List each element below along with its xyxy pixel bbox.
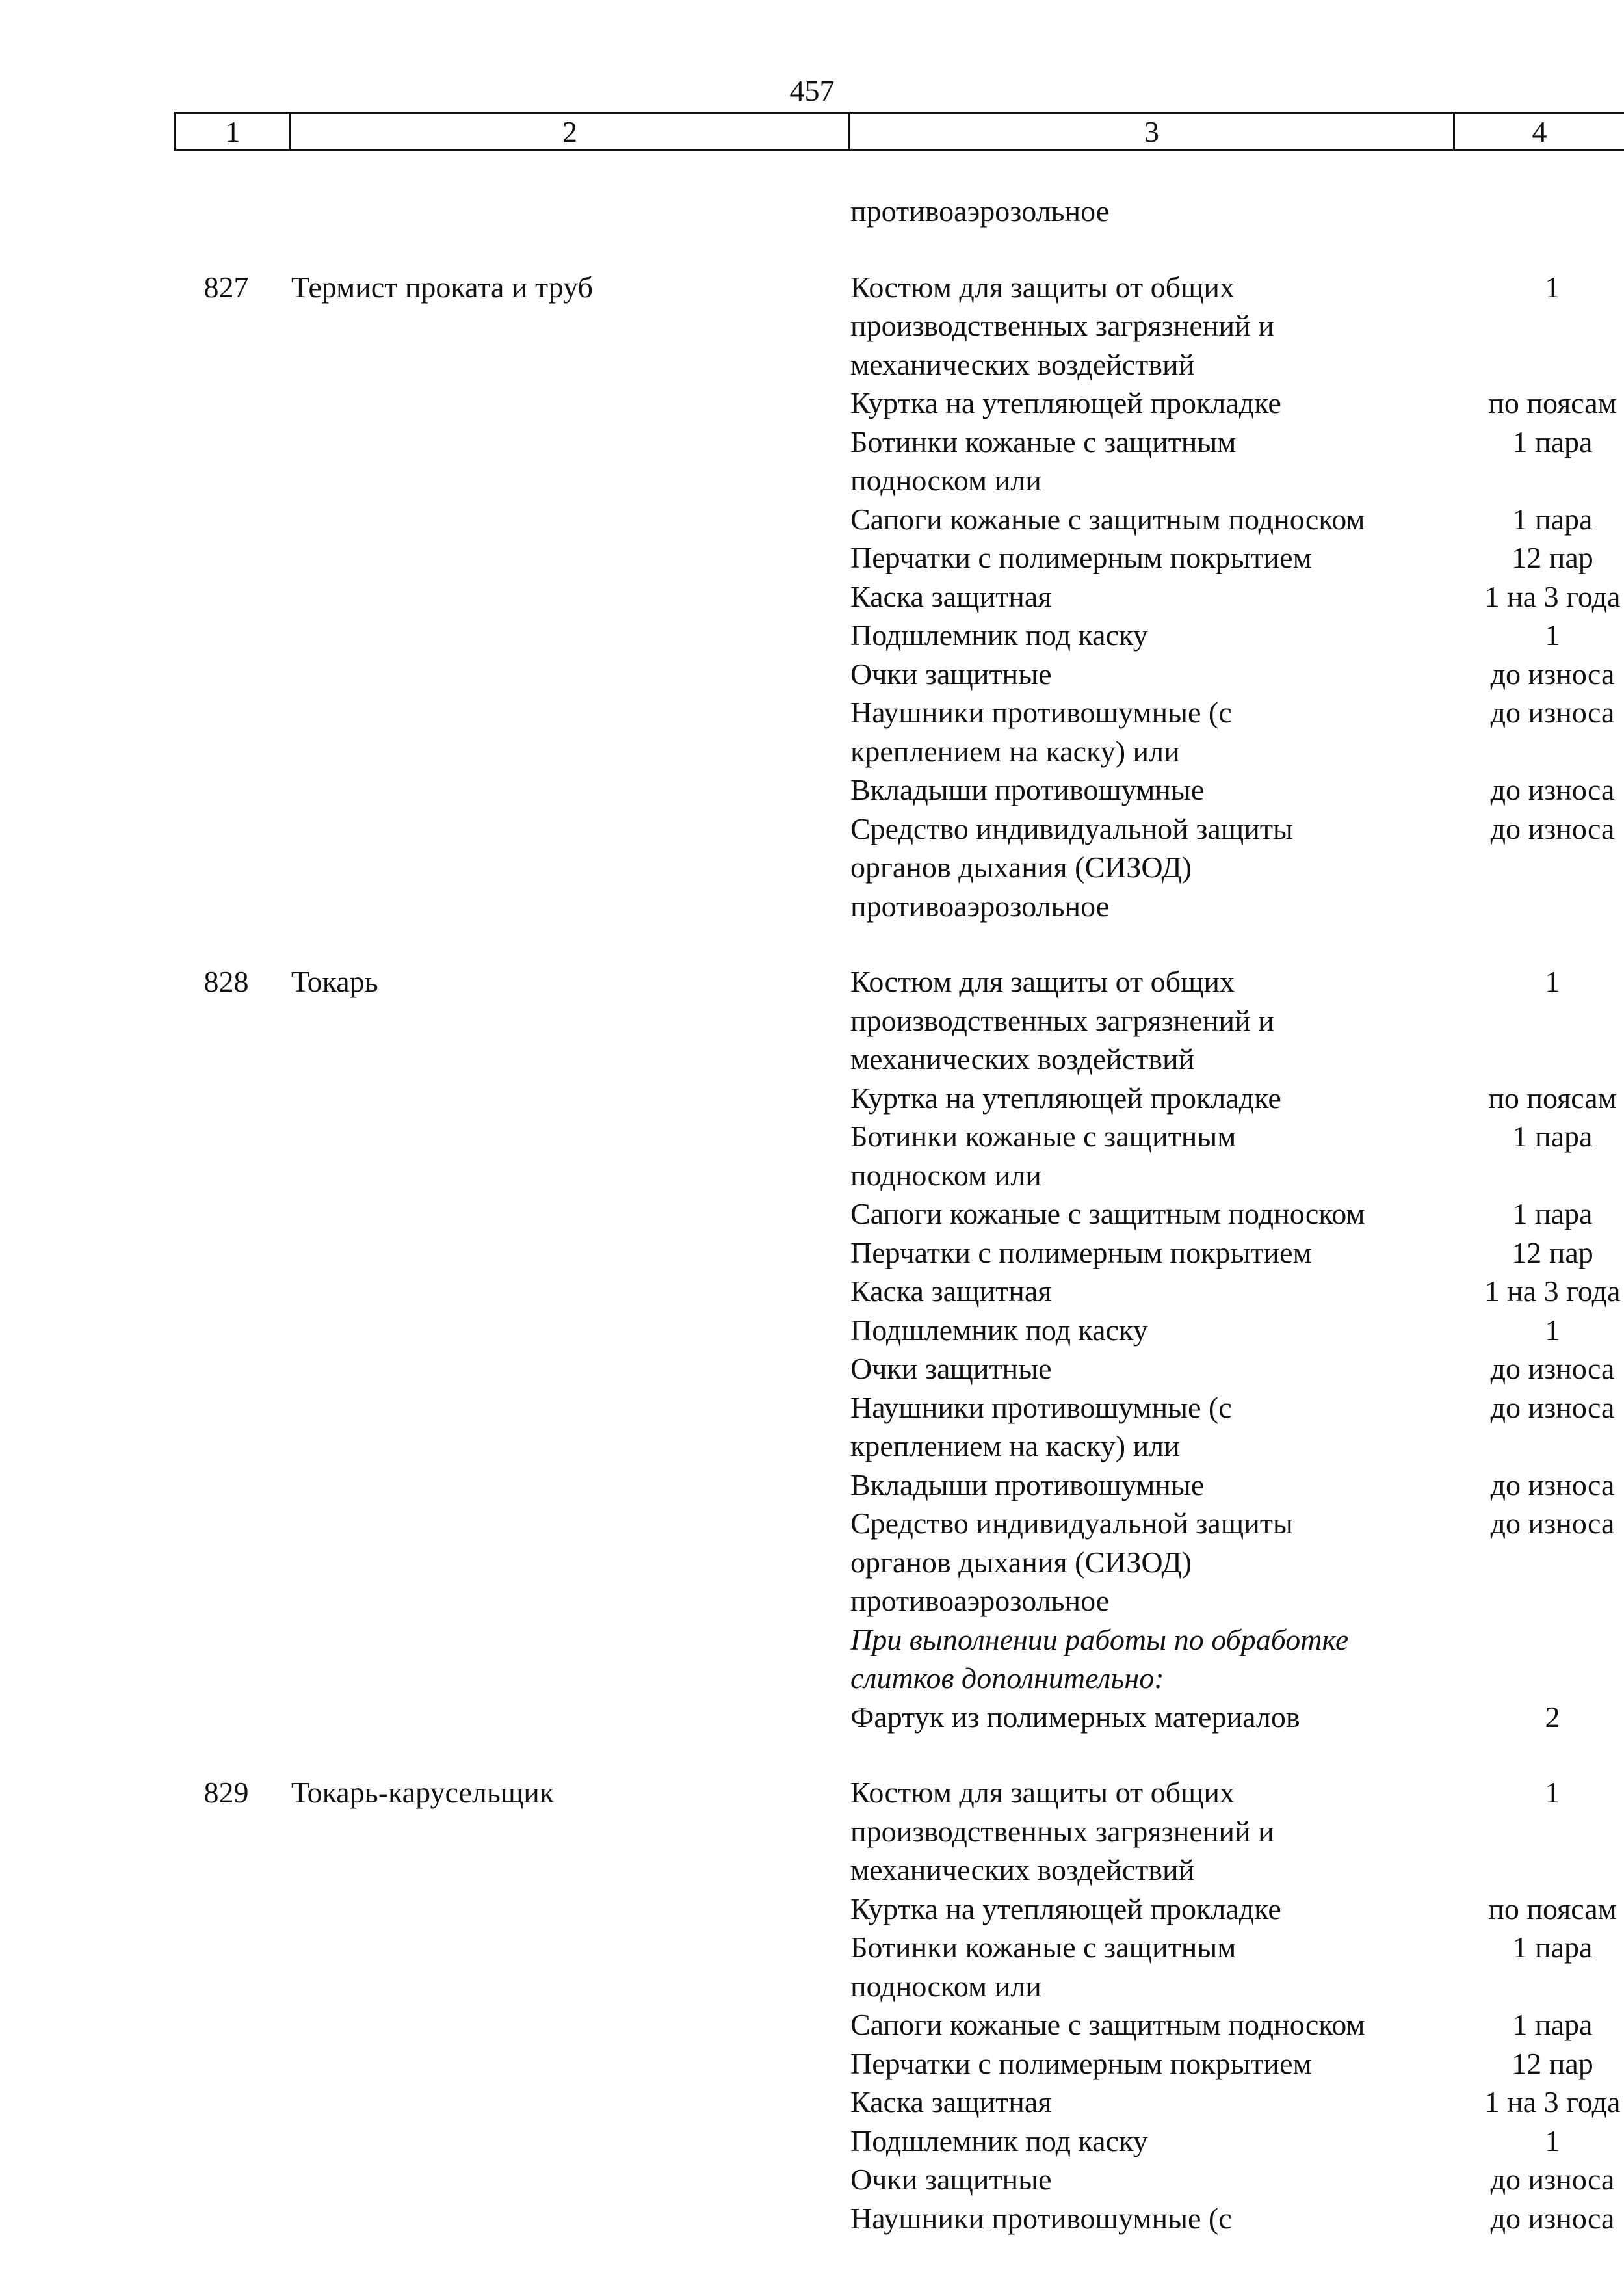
item-qty [1455, 1620, 1624, 1698]
item-qty: до износа [1490, 812, 1615, 845]
item-text: противоаэрозольное [850, 194, 1110, 228]
profession-name: Токарь-карусельщик [291, 1776, 555, 1809]
item-text: При выполнении работы по обработке слитков дополнительно: [850, 1622, 1349, 1695]
item-text: Сапоги кожаные с защитным подноском [850, 502, 1365, 536]
item-qty: до износа [1490, 2163, 1615, 2196]
table-row [174, 1079, 1617, 1118]
row-number: 829 [203, 1776, 249, 1809]
item-qty: 2 [1545, 1700, 1560, 1734]
item-qty: до износа [1490, 1507, 1615, 1540]
item-text: Средство индивидуальной защиты органов дыхания (СИЗОД) противоаэрозольное [850, 812, 1293, 923]
item-qty: до износа [1490, 696, 1615, 729]
table-row [174, 2199, 1615, 2238]
table-row [174, 1234, 1593, 1273]
item-text: Костюм для защиты от общих производственных загрязнений и механических воздействий [850, 965, 1274, 1075]
item-qty: 1 [1545, 965, 1560, 998]
item-qty: по поясам [1488, 1892, 1617, 1925]
item-text: Вкладыши противошумные [850, 1468, 1205, 1501]
table-row [174, 1349, 1615, 1388]
item-text: Перчатки с полимерным покрытием [850, 2046, 1312, 2080]
item-qty: 1 пара [1512, 1931, 1593, 1964]
item-text: Каска защитная [850, 2085, 1052, 2118]
item-text: Вкладыши противошумные [850, 773, 1205, 806]
item-qty: 1 на 3 года [1484, 1274, 1621, 1308]
item-qty: 1 пара [1512, 425, 1593, 458]
item-qty: до износа [1490, 1390, 1615, 1424]
header-col-1: 1 [174, 114, 291, 149]
table-row [174, 423, 1593, 500]
item-text: Фартук из полимерных материалов [850, 1700, 1300, 1734]
page-number: 457 [789, 74, 835, 107]
item-text: Очки защитные [850, 657, 1052, 691]
item-text: Перчатки с полимерным покрытием [850, 541, 1312, 574]
table-row [174, 1773, 1565, 1890]
item-qty: 1 [1545, 1776, 1560, 1809]
table-row [174, 1620, 1565, 1698]
table-row [174, 810, 1615, 926]
item-qty: 1 пара [1512, 1120, 1593, 1153]
table-row [174, 655, 1615, 694]
item-text: Костюм для защиты от общих производственных загрязнений и механических воздействий [850, 1776, 1274, 1886]
item-text: Ботинки кожаные с защитным подноском или [850, 1931, 1237, 2003]
table-header [174, 112, 1624, 151]
item-text: Каска защитная [850, 579, 1052, 613]
table-row [174, 1890, 1617, 1929]
table-row [174, 1311, 1565, 1350]
item-qty: 1 [1545, 2124, 1560, 2157]
item-qty: 1 пара [1512, 1197, 1593, 1230]
table-row [174, 962, 1565, 1079]
item-qty: 1 на 3 года [1484, 2085, 1621, 2118]
item-text: Наушники противошумные (с [850, 2201, 1232, 2235]
table-row [174, 2122, 1565, 2161]
row-number: 828 [203, 965, 249, 998]
item-qty: 12 пар [1512, 541, 1593, 574]
table-row [174, 2044, 1593, 2083]
item-qty: 1 пара [1512, 2008, 1593, 2041]
item-qty: 12 пар [1512, 2046, 1593, 2080]
item-text: Ботинки кожаные с защитным подноском или [850, 1120, 1237, 1192]
table-row [174, 1272, 1621, 1311]
item-qty: 12 пар [1512, 1235, 1593, 1269]
table-row [174, 1504, 1615, 1620]
table-row [174, 2083, 1621, 2122]
table-row [174, 1388, 1615, 1466]
table-row [174, 693, 1615, 771]
row-number: 827 [203, 270, 249, 304]
item-text: Сапоги кожаные с защитным подноском [850, 1197, 1365, 1230]
item-text: Ботинки кожаные с защитным подноском или [850, 425, 1237, 497]
item-text: Очки защитные [850, 1352, 1052, 1385]
item-text: Куртка на утепляющей прокладке [850, 1892, 1281, 1925]
item-text: Перчатки с полимерным покрытием [850, 1235, 1312, 1269]
item-text: Подшлемник под каску [850, 1313, 1148, 1347]
item-qty: до износа [1490, 657, 1615, 691]
table-row [174, 192, 1565, 231]
item-qty: 1 [1545, 1313, 1560, 1347]
table-row [174, 1698, 1565, 1737]
item-qty: до износа [1490, 2201, 1615, 2235]
profession-group [174, 1773, 1621, 2237]
table-body [174, 192, 1621, 2237]
item-qty: 1 [1545, 618, 1560, 652]
table-row [174, 1194, 1593, 1234]
item-qty: до износа [1490, 1468, 1615, 1501]
item-qty: 1 [1545, 270, 1560, 304]
item-qty: по поясам [1488, 386, 1617, 419]
item-qty: 1 на 3 года [1484, 579, 1621, 613]
item-text: Средство индивидуальной защиты органов дыхания (СИЗОД) противоаэрозольное [850, 1507, 1293, 1617]
profession-name: Термист проката и труб [291, 270, 593, 304]
table-row [174, 1117, 1593, 1194]
item-qty: до износа [1490, 773, 1615, 806]
table-row [174, 1466, 1615, 1505]
header-col-2: 2 [291, 114, 850, 149]
table-row [174, 2005, 1593, 2044]
item-text: Каска защитная [850, 1274, 1052, 1308]
table-row [174, 577, 1621, 616]
profession-group [174, 962, 1621, 1736]
item-qty: 1 пара [1512, 502, 1593, 536]
item-text: Наушники противошумные (с креплением на каску) или [850, 696, 1232, 768]
table-row [174, 538, 1593, 577]
profession-group [174, 268, 1621, 926]
table-row [174, 1928, 1593, 2005]
item-qty: до износа [1490, 1352, 1615, 1385]
profession-name: Токарь [291, 965, 378, 998]
table-row [174, 771, 1615, 810]
item-text: Куртка на утепляющей прокладке [850, 386, 1281, 419]
table-row [174, 2160, 1615, 2199]
item-text: Наушники противошумные (с креплением на каску) или [850, 1390, 1232, 1462]
table-row [174, 384, 1617, 423]
item-qty [1455, 192, 1624, 231]
item-text: Подшлемник под каску [850, 2124, 1148, 2157]
continuation-block [174, 192, 1565, 231]
item-text: Очки защитные [850, 2163, 1052, 2196]
header-col-3: 3 [850, 114, 1455, 149]
table-row [174, 616, 1565, 655]
item-text: Сапоги кожаные с защитным подноском [850, 2008, 1365, 2041]
item-text: Подшлемник под каску [850, 618, 1148, 652]
table-row [174, 500, 1593, 539]
table-row [174, 268, 1565, 384]
item-text: Костюм для защиты от общих производственных загрязнений и механических воздействий [850, 270, 1274, 381]
header-col-4: 4 [1532, 114, 1547, 148]
item-qty: по поясам [1488, 1081, 1617, 1115]
item-text: Куртка на утепляющей прокладке [850, 1081, 1281, 1115]
